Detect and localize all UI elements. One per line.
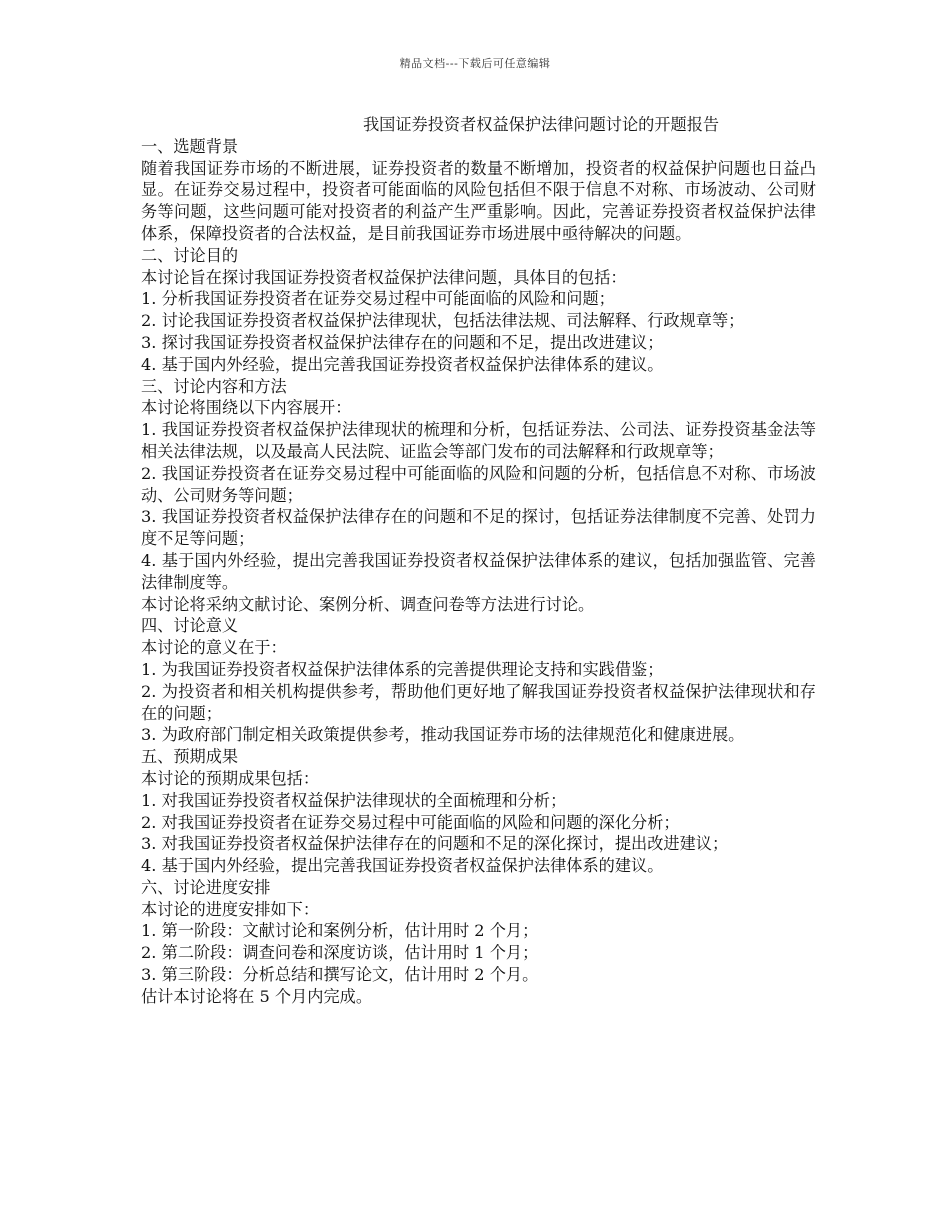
document-body <box>141 114 816 1008</box>
list-item: 3. 对我国证券投资者权益保护法律存在的问题和不足的深化探讨，提出改进建议； <box>141 834 729 854</box>
paragraph-significance-intro: 本讨论的意义在于： <box>141 638 287 658</box>
paragraph-methods: 本讨论将采纳文献讨论、案例分析、调查问卷等方法进行讨论。 <box>141 594 595 614</box>
paragraph-schedule-intro: 本讨论的进度安排如下： <box>141 899 320 919</box>
list-item: 3. 为政府部门制定相关政策提供参考，推动我国证券市场的法律规范化和健康进展。 <box>141 725 745 745</box>
paragraph-schedule-summary: 估计本讨论将在 5 个月内完成。 <box>141 986 373 1006</box>
section-heading-background: 一、选题背景 <box>141 136 239 156</box>
section-heading-content-methods: 三、讨论内容和方法 <box>141 376 287 396</box>
list-item: 4. 基于国内外经验，提出完善我国证券投资者权益保护法律体系的建议。 <box>141 354 664 374</box>
list-item: 1. 对我国证券投资者权益保护法律现状的全面梳理和分析； <box>141 790 567 810</box>
paragraph-outcomes-intro: 本讨论的预期成果包括： <box>141 768 320 788</box>
list-item: 3. 探讨我国证券投资者权益保护法律存在的问题和不足，提出改进建议； <box>141 332 664 352</box>
section-heading-significance: 四、讨论意义 <box>141 616 239 636</box>
paragraph-content-intro: 本讨论将围绕以下内容展开： <box>141 398 352 418</box>
list-item: 2. 为投资者和相关机构提供参考，帮助他们更好地了解我国证券投资者权益保护法律现状和存在的问题； <box>141 681 816 723</box>
list-item: 3. 我国证券投资者权益保护法律存在的问题和不足的探讨，包括证券法律制度不完善、处罚力度不足等问题； <box>141 507 816 549</box>
section-heading-outcomes: 五、预期成果 <box>141 747 239 767</box>
list-item: 1. 分析我国证券投资者在证券交易过程中可能面临的风险和问题； <box>141 289 615 309</box>
page-header-note: 精品文档---下载后可任意编辑 <box>399 57 551 70</box>
list-item: 4. 基于国内外经验，提出完善我国证券投资者权益保护法律体系的建议。 <box>141 856 664 876</box>
document-title: 我国证券投资者权益保护法律问题讨论的开题报告 <box>363 115 720 134</box>
paragraph-purpose-intro: 本讨论旨在探讨我国证券投资者权益保护法律问题，具体目的包括： <box>141 267 627 287</box>
section-heading-schedule: 六、讨论进度安排 <box>141 877 271 897</box>
list-item: 2. 第二阶段：调查问卷和深度访谈，估计用时 1 个月； <box>141 943 539 963</box>
list-item: 4. 基于国内外经验，提出完善我国证券投资者权益保护法律体系的建议，包括加强监管、完善法律制度等。 <box>141 550 816 592</box>
paragraph-background: 随着我国证券市场的不断进展，证券投资者的数量不断增加，投资者的权益保护问题也日益凸显。在证券交易过程中，投资者可能面临的风险包括但不限于信息不对称、市场波动、公司财务等问题，这些问题可能对投资者的利益产生严重影响。因此，完善证券投资者权益保护法律体系，保障投资者的合法权益，是目前我国证券市场进展中亟待解决的问题。 <box>141 158 816 243</box>
list-item: 2. 我国证券投资者在证券交易过程中可能面临的风险和问题的分析，包括信息不对称、市场波动、公司财务等问题； <box>141 463 816 505</box>
list-item: 2. 讨论我国证券投资者权益保护法律现状，包括法律法规、司法解释、行政规章等； <box>141 311 745 331</box>
list-item: 1. 为我国证券投资者权益保护法律体系的完善提供理论支持和实践借鉴； <box>141 659 664 679</box>
section-heading-purpose: 二、讨论目的 <box>141 245 239 265</box>
list-item: 1. 第一阶段：文献讨论和案例分析，估计用时 2 个月； <box>141 921 539 941</box>
list-item: 3. 第三阶段：分析总结和撰写论文，估计用时 2 个月。 <box>141 965 539 985</box>
list-item: 2. 对我国证券投资者在证券交易过程中可能面临的风险和问题的深化分析； <box>141 812 680 832</box>
list-item: 1. 我国证券投资者权益保护法律现状的梳理和分析，包括证券法、公司法、证券投资基金法等相关法律法规，以及最高人民法院、证监会等部门发布的司法解释和行政规章等； <box>141 420 816 461</box>
